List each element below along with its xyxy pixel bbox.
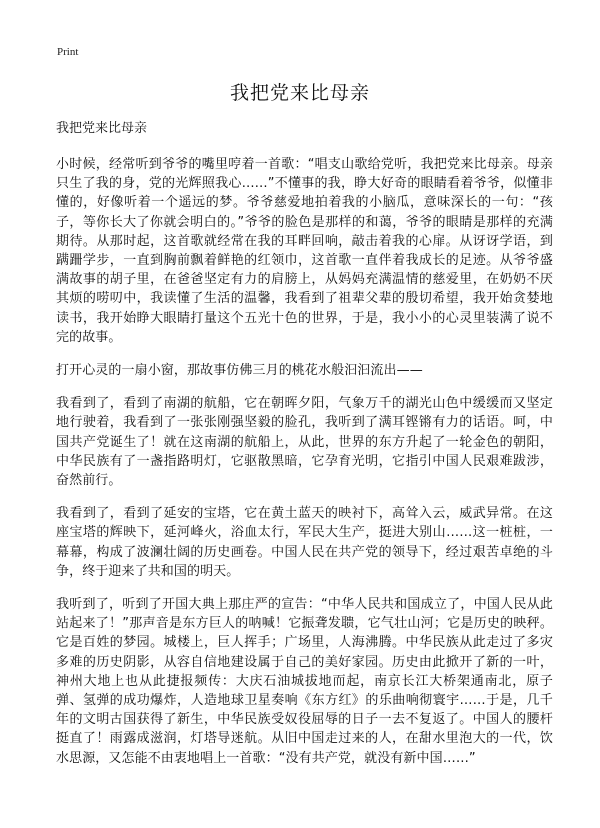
- document-title: 我把党来比母亲: [229, 82, 370, 104]
- document-body: [56, 119, 553, 782]
- paragraph-childhood: 小时候，经常听到爷爷的嘴里哼着一首歌：“唱支山歌给党听，我把党来比母亲。母亲只生了我的身，党的光辉照我心……”不懂事的我，睁大好奇的眼睛看着爷爷，似懂非懂的，好像听着一个遥远的梦。爷爷慈爱地拍着我的小脑瓜，意味深长的一句：“孩子，等你长大了你就会明白的。”爷爷的脸色是那样的和蔼，爷爷的眼睛是那样的充满期待。从那时起，这首歌就经常在我的耳畔回响，敲击着我的心扉。从讶讶学语，到蹒跚学步，一直到胸前飘着鲜艳的红领巾，这首歌一直伴着我成长的足迹。从爷爷盛满故事的胡子里，在爸爸坚定有力的肩膀上，从妈妈充满温情的慈爱里，在奶奶不厌其烦的唠叨中，我读懂了生活的温馨，我看到了祖辈父辈的殷切希望，我开始贪婪地读书，我开始睁大眼睛打量这个五光十色的世界，于是，我小小的心灵里装满了说不完的故事。: [56, 157, 553, 345]
- paragraph-founding: 我听到了，听到了开国大典上那庄严的宣告：“中华人民共和国成立了，中国人民从此站起来了！”那声音是东方巨人的呐喊！它振聋发聩，它气壮山河；它是历史的映秤。它是百姓的梦园。城楼上，巨人挥手；广场里，人海沸腾。中华民族从此走过了多灾多难的历史阴影，从容自信地建设属于自己的美好家园。历史由此掀开了新的一叶，神州大地上也从此捷报频传：大庆石油城拔地而起，南京长江大桥架通南北，原子弹、氢弹的成功爆炸，人造地球卫星奏响《东方红》的乐曲响彻寰宇……于是，几千年的文明古国获得了新生，中华民族受奴役屈辱的日子一去不复返了。中国人的腰杆挺直了！雨露成滋润，灯塔导迷航。从旧中国走过来的人，在甜水里泡大的一代，饮水思源，又怎能不由衷地唱上一首歌：“没有共产党，就没有新中国……”: [56, 597, 553, 766]
- paragraph-nanhu: 我看到了，看到了南湖的航船，它在朝晖夕阳，气象万千的湖光山色中缓缓而又坚定地行驶着，我看到了一张张刚强坚毅的脸孔，我听到了满耳铿锵有力的话语。呵，中国共产党诞生了！就在这南湖的航船上，从此，世界的东方升起了一轮金色的朝阳，中华民族有了一盏指路明灯，它驱散黑暗，它孕育光明，它指引中国人民艰难跋涉，奋然前行。: [56, 396, 553, 489]
- paragraph-yanan: 我看到了，看到了延安的宝塔，它在黄土蓝天的映衬下，高耸入云，威武异常。在这座宝塔的辉映下，延河峰火，浴血太行，军民大生产，挺进大别山……这一桩桩，一幕幕，构成了波澜壮阔的历史画卷。中国人民在共产党的领导下，经过艰苦卓绝的斗争，终于迎来了共和国的明天。: [56, 506, 553, 579]
- print-link[interactable]: Print: [57, 46, 79, 58]
- paragraph-window: 打开心灵的一扇小窗，那故事仿佛三月的桃花水般汩汩流出——: [56, 363, 423, 379]
- document-subtitle: 我把党来比母亲: [56, 121, 148, 136]
